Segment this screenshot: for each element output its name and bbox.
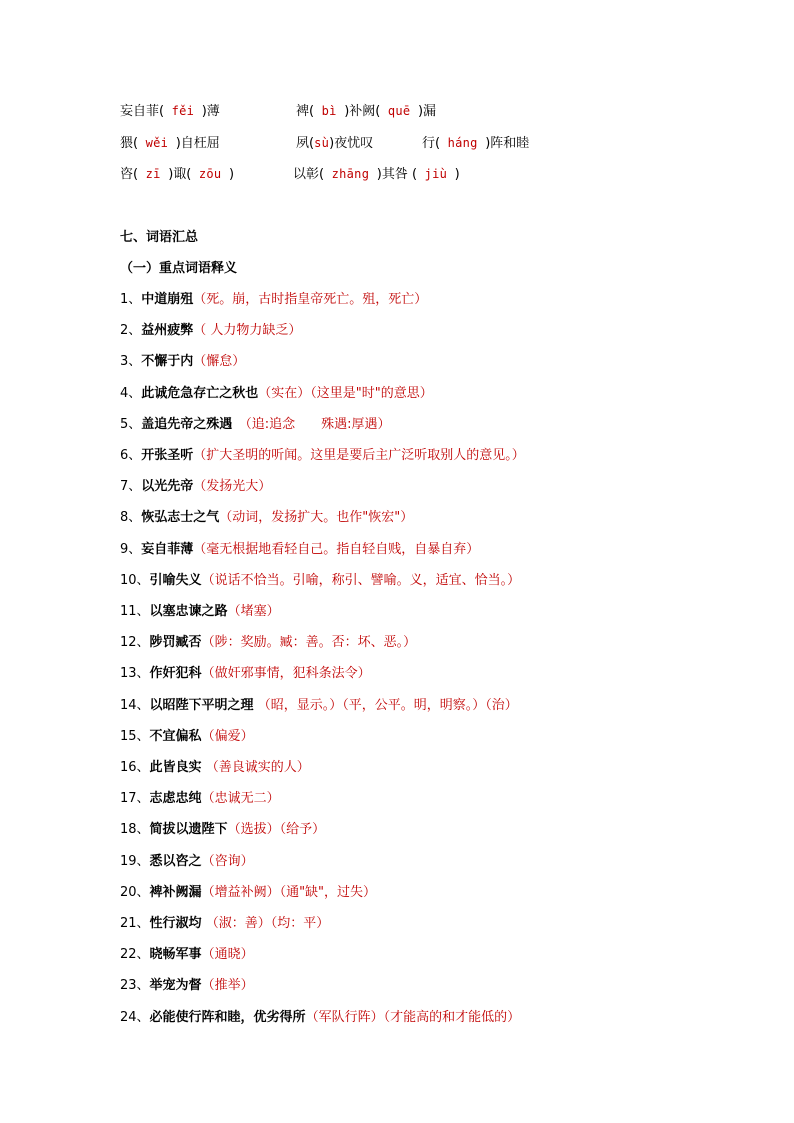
pinyin-entry: 裨( bì )补阙( quē )漏 [296,104,437,119]
pinyin-entry: 行( háng )阵和睦 [422,136,530,151]
vocab-item: 22、晓畅军事（通晓） [120,947,254,963]
vocab-item: 21、性行淑均 （淑：善）（均：平） [120,916,330,931]
vocab-item: 11、以塞忠谏之路（堵塞） [120,604,280,619]
vocab-item: 1、中道崩殂（死。崩，古时指皇帝死亡。殂，死亡） [120,292,428,307]
vocab-item: 4、此诚危急存亡之秋也（实在）（这里是"时"的意思） [120,385,433,401]
vocab-item: 24、必能使行阵和睦，优劣得所（军队行阵）（才能高的和才能低的） [120,1009,521,1025]
subsection-title: （一）重点词语释义 [120,261,238,276]
vocab-item: 7、以光先帝（发扬光大） [120,479,272,495]
vocab-item: 3、不懈于内（懈怠） [120,354,246,370]
pinyin-entry: 以彰( zhāng )其咎 ( jiù ) [293,167,460,182]
vocab-item: 2、益州疲弊（ 人力物力缺乏） [120,323,302,339]
vocab-item: 8、恢弘志士之气（动词，发扬扩大。也作"恢宏"） [120,510,414,526]
pinyin-entry: 妄自菲( fěi )薄 [120,104,220,119]
vocab-item: 19、悉以咨之（咨询） [120,853,254,869]
pinyin-entry: 夙(sù)夜忧叹 [296,136,374,151]
vocab-item: 23、举宠为督（推举） [120,978,254,994]
vocab-item: 12、陟罚臧否（陟：奖励。臧：善。否：坏、恶。） [120,635,417,651]
vocab-item: 6、开张圣听（扩大圣明的听闻。这里是要后主广泛听取别人的意见。） [120,448,525,463]
vocab-item: 18、简拔以遗陛下（选拔）（给予） [120,822,326,838]
vocab-item: 16、此皆良实 （善良诚实的人） [120,760,310,775]
vocab-item: 13、作奸犯科（做奸邪事情，犯科条法令） [120,666,371,682]
pinyin-entry: 猥( wěi )自枉屈 [120,136,220,151]
vocab-item: 9、妄自菲薄（毫无根据地看轻自己。指自轻自贱，自暴自弃） [120,541,480,557]
pinyin-entry: 咨( zī )诹( zōu ) [120,167,235,182]
vocab-item: 15、不宜偏私（偏爱） [120,728,254,744]
section-title: 七、词语汇总 [120,230,199,245]
vocab-item: 10、引喻失义（说话不恰当。引喻，称引、譬喻。义，适宜、恰当。） [120,572,521,588]
vocab-item: 17、志虑忠纯（忠诚无二） [120,791,280,807]
vocab-item: 14、以昭陛下平明之理 （昭，显示。）（平，公平。明，明察。）（治） [120,697,518,713]
vocab-item: 5、盖追先帝之殊遇 （追:追念 殊遇:厚遇） [120,416,391,432]
vocab-item: 20、裨补阙漏（增益补阙）（通"缺"，过失） [120,884,377,900]
